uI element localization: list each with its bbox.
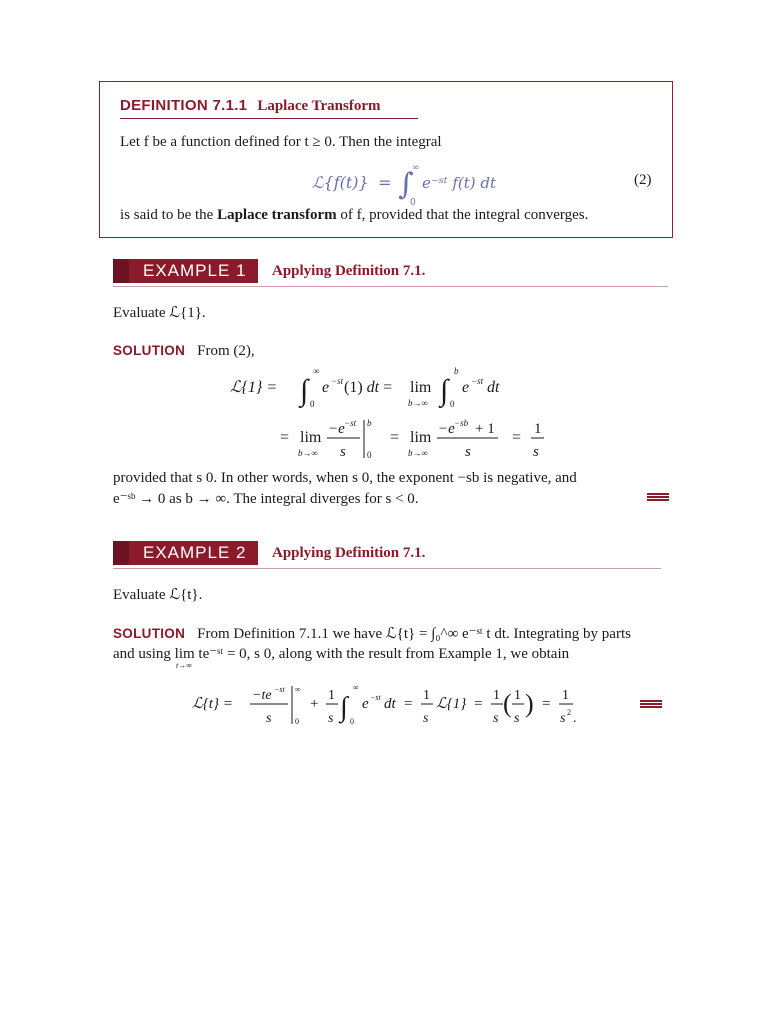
svg-text:b: b [454,366,459,376]
svg-text:s: s [514,711,520,726]
example1-tail-line1: provided that s 0. In other words, when s 0, the exponent −sb is negative, and [113,470,577,486]
example2-solution-line1 [113,624,631,643]
svg-text:): ) [525,689,534,718]
eq-integrand: e⁻ˢᵗ f(t) dt [422,174,496,192]
svg-text:(: ( [503,689,512,718]
svg-text:e: e [362,696,369,712]
definition-text-line1: Let f be a function defined for t ≥ 0. Then the integral [120,134,442,150]
svg-text:∞: ∞ [353,683,359,692]
svg-text:b: b [367,418,372,428]
svg-text:lim: lim [300,429,322,446]
definition-equation [312,160,512,213]
example1-label-bar [113,259,258,283]
svg-text:b→∞: b→∞ [408,448,428,458]
svg-text:(1) dt =: (1) dt = [344,379,393,396]
example2-lim-subscript: t→∞ [176,661,192,670]
svg-text:1: 1 [562,688,569,703]
svg-text:e: e [462,379,470,396]
eq-upper-limit: ∞ [412,163,420,173]
definition-heading [120,97,381,115]
example2-title: Applying Definition 7.1. [272,545,426,561]
example1-label: EXAMPLE 1 [143,261,247,280]
svg-text:−te: −te [252,688,272,703]
equation-number: (2) [634,172,652,188]
example2-formula [192,680,612,732]
svg-text:+: + [310,696,319,712]
example1-solution-intro: From (2), [197,343,255,359]
svg-text:=: = [474,696,483,712]
svg-text:∫: ∫ [440,374,449,407]
svg-text:dt: dt [487,379,500,396]
svg-text:s: s [266,711,272,726]
svg-text:=: = [280,429,290,446]
definition-label: DEFINITION 7.1.1 [120,97,248,114]
svg-text:e: e [322,379,330,396]
svg-text:=: = [512,429,522,446]
example1-formula [230,364,570,464]
svg-text:1: 1 [514,688,521,703]
eq-lower-limit: 0 [410,198,416,208]
svg-text:1: 1 [534,421,542,437]
laplace-definition-formula [312,160,512,208]
svg-text:0: 0 [310,399,315,409]
svg-text:0: 0 [367,450,372,460]
example2-final-equation [192,680,612,737]
example1-end-mark-icon [647,493,669,501]
example2-solution-text1: From Definition 7.1.1 we have ℒ{t} = ∫₀^∞ e⁻ˢᵗ t dt. Integrating by parts [197,626,631,642]
svg-text:0: 0 [350,717,354,726]
def-line2-pre: is said to be the [120,207,218,223]
svg-text:−st: −st [370,693,381,702]
svg-text:0: 0 [450,399,455,409]
svg-text:ℒ{1}: ℒ{1} [436,696,467,712]
example2-solution-line2: and using lim te⁻ˢᵗ = 0, s 0, along with the result from Example 1, we obtain [113,646,570,662]
svg-text:lim: lim [410,429,432,446]
svg-text:∫: ∫ [300,374,309,407]
example1-solution-heading [113,342,255,360]
svg-text:−e: −e [328,421,345,437]
svg-text:s: s [533,444,539,460]
example1-solution-label: SOLUTION [113,343,186,358]
svg-text:−st: −st [274,685,285,694]
example1-tail-line2: e⁻ˢᵇ → 0 as b → ∞. The integral diverges for s < 0. [113,491,419,507]
svg-text:lim: lim [410,379,432,396]
definition-text-line2 [120,207,588,224]
svg-text:0: 0 [295,717,299,726]
svg-text:1: 1 [423,688,430,703]
example2-end-mark-icon [640,700,662,708]
def-line2-post: of f, provided that the integral converges. [336,207,589,223]
svg-text:s: s [328,711,334,726]
svg-text:=: = [404,696,413,712]
svg-text:∫: ∫ [340,692,348,723]
example1-accent [113,259,129,283]
svg-text:s: s [560,711,566,726]
eq-lhs: ℒ{f(t)} [312,173,369,192]
svg-text:1: 1 [493,688,500,703]
svg-text:1: 1 [328,688,335,703]
svg-text:∞: ∞ [313,366,320,376]
svg-text:ℒ{t} =: ℒ{t} = [192,696,233,712]
svg-text:−e: −e [438,421,455,437]
example2-label: EXAMPLE 2 [143,543,247,562]
example1-rule [113,286,668,287]
example2-solution-label: SOLUTION [113,626,186,641]
example2-problem: Evaluate ℒ{t}. [113,587,203,603]
svg-text:=: = [542,696,551,712]
svg-text:s: s [340,444,346,460]
svg-text:s: s [465,444,471,460]
integral-sign: ∫ [398,167,414,202]
example2-accent [113,541,129,565]
svg-text:+ 1: + 1 [475,421,495,437]
example2-rule [113,568,661,569]
svg-text:∞: ∞ [295,685,301,694]
def-line2-bold: Laplace transform [217,207,337,223]
svg-text:.: . [573,711,577,726]
svg-text:−st: −st [331,376,344,386]
svg-text:=: = [390,429,400,446]
svg-text:s: s [493,711,499,726]
svg-text:ℒ{1} =: ℒ{1} = [230,379,278,396]
eq-equals: = [378,173,392,192]
example1-title: Applying Definition 7.1. [272,263,426,279]
svg-text:dt: dt [384,696,396,712]
definition-name: Laplace Transform [257,98,381,114]
example2-label-bar [113,541,258,565]
definition-underline [120,118,418,119]
svg-text:−sb: −sb [454,418,469,428]
example1-equations [230,364,570,469]
svg-text:−st: −st [344,418,357,428]
svg-text:s: s [423,711,429,726]
svg-text:b→∞: b→∞ [408,398,428,408]
example1-problem: Evaluate ℒ{1}. [113,305,206,321]
svg-text:b→∞: b→∞ [298,448,318,458]
svg-text:2: 2 [567,708,571,717]
svg-text:−st: −st [471,376,484,386]
